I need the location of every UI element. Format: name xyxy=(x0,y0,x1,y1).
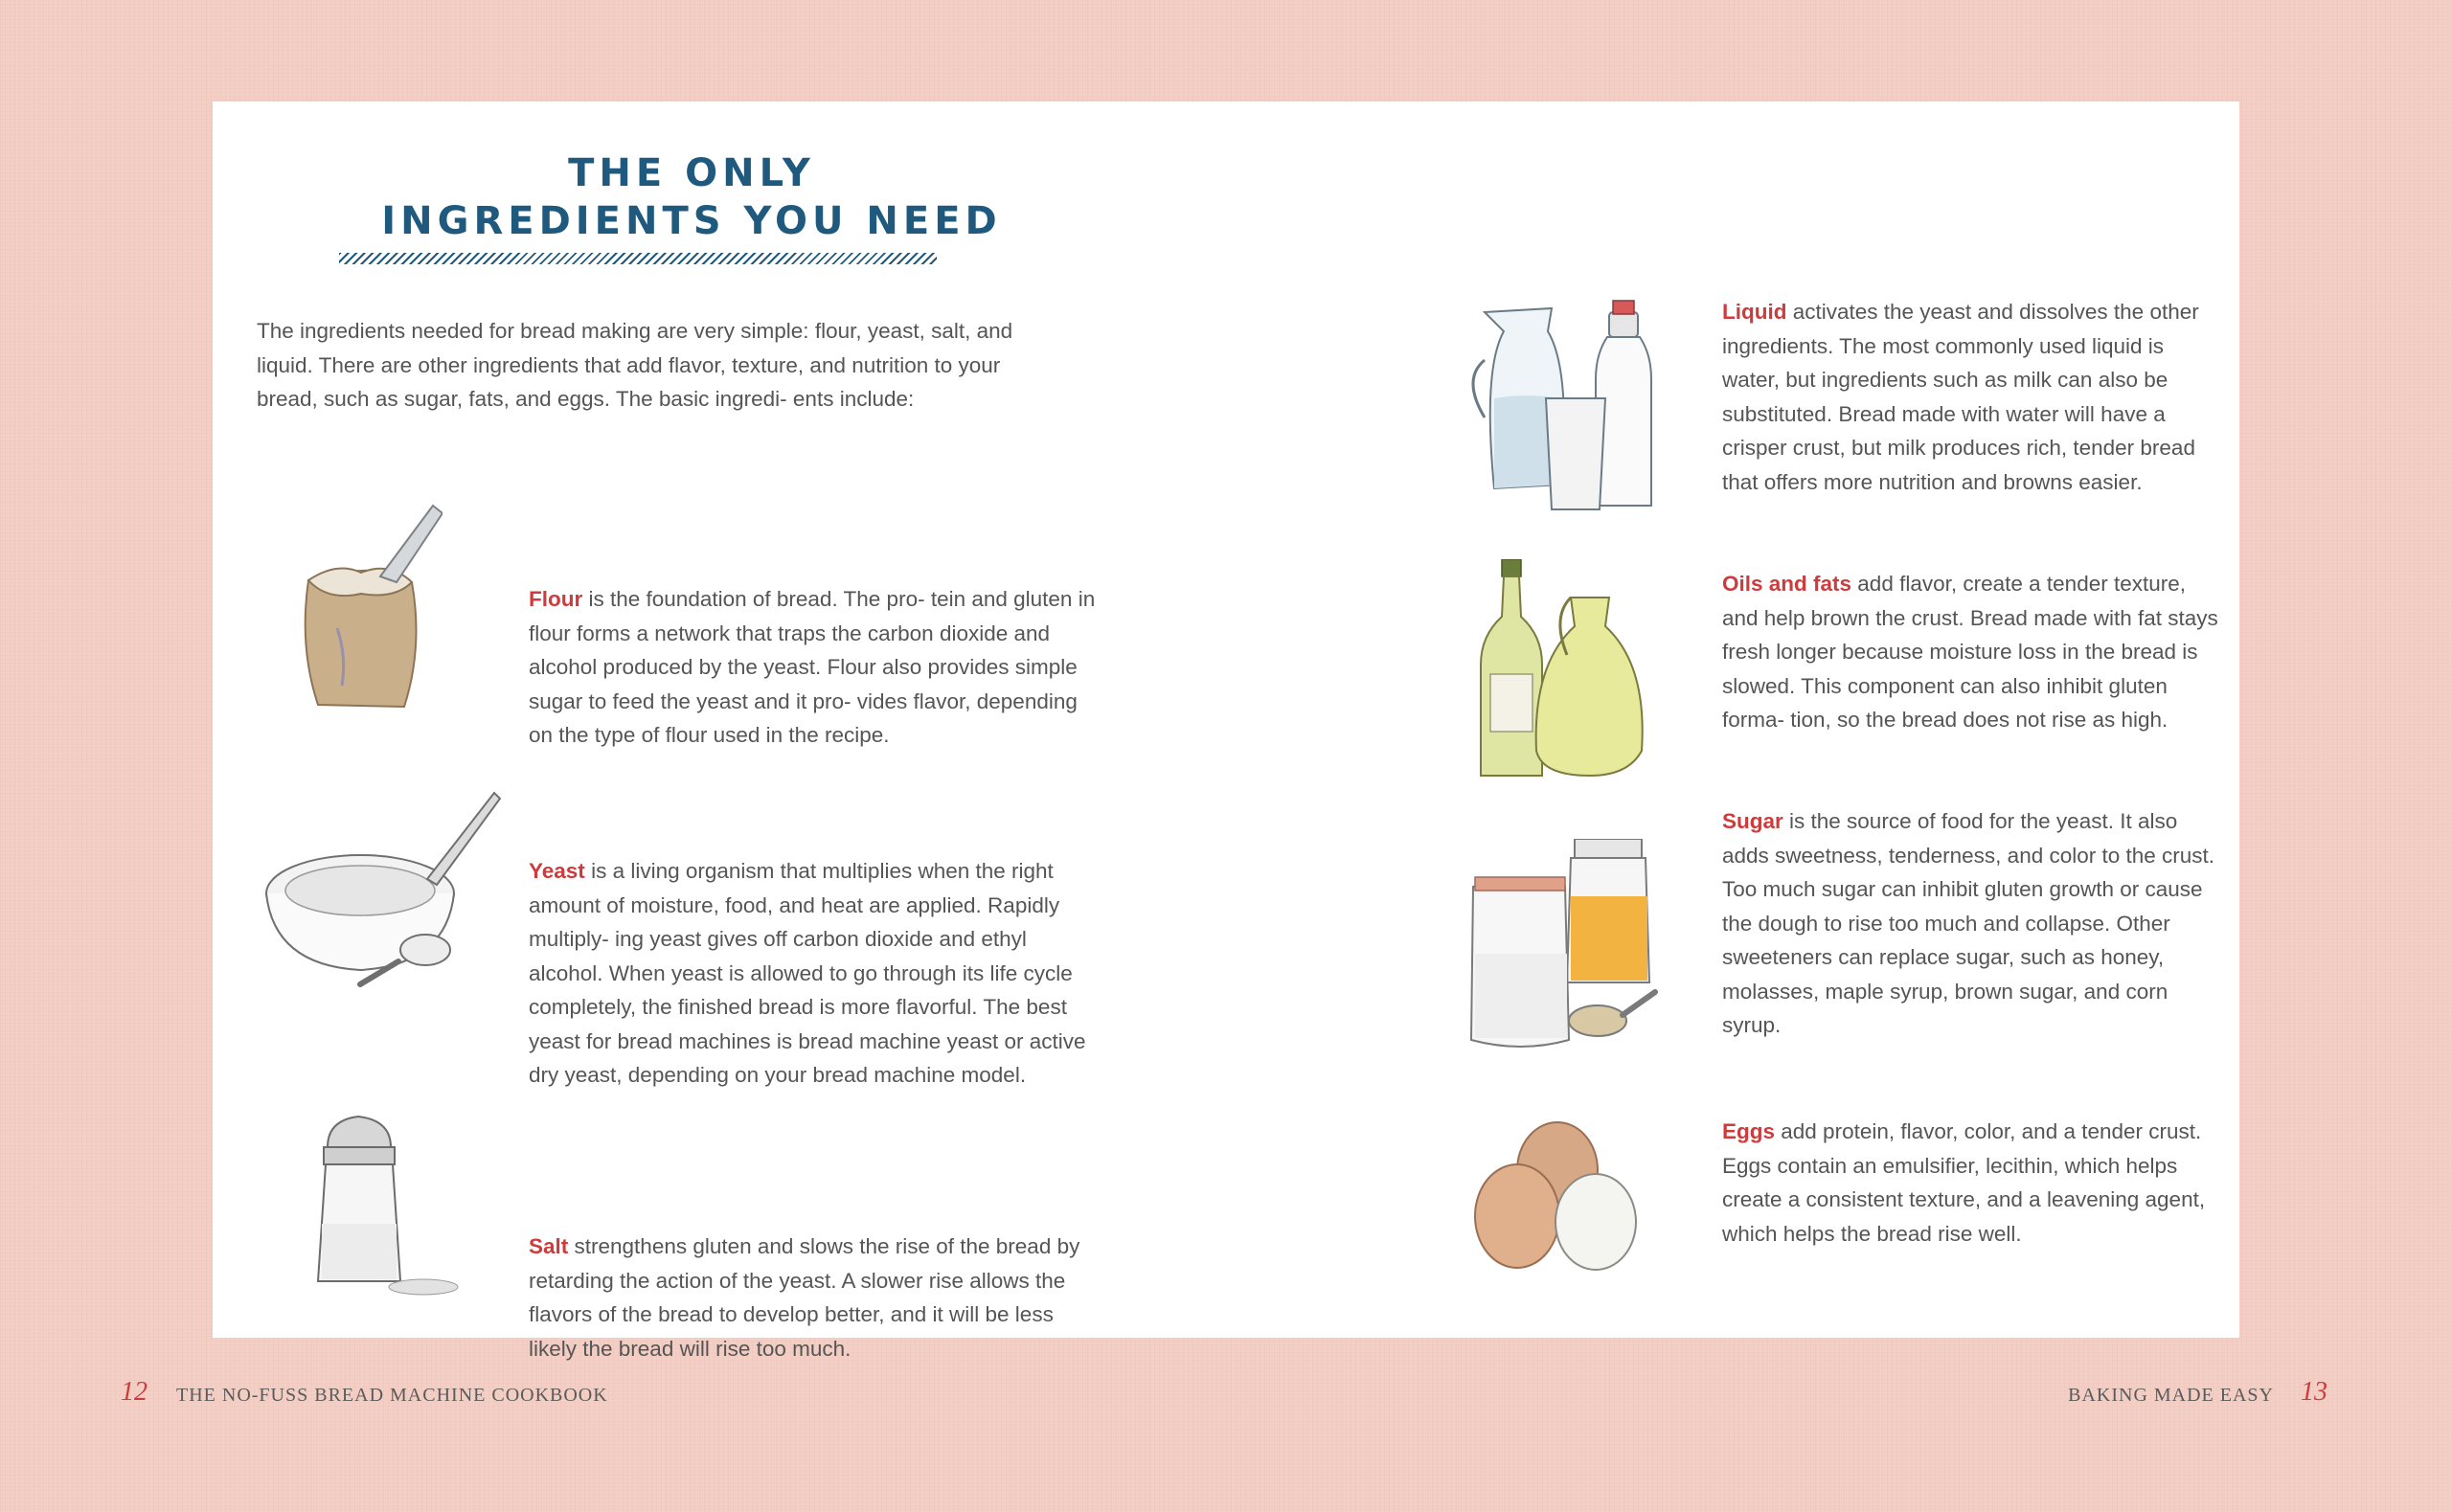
oil-bottles-illustration xyxy=(1475,559,1667,779)
left-page-number: 12 xyxy=(121,1377,148,1407)
liquid-text: activates the yeast and dissolves the other ingredients. The most commonly used liquid is water, but ingredients such as milk can also be substituted. Bread made with water will have a crisper crust, but milk produces rich, tender bread that offers more nutrition and browns easier. xyxy=(1722,300,2199,494)
eggs-text: add protein, flavor, color, and a tender crust. Eggs contain an emulsifier, lecithin, which helps create a consistent texture, and a leavening agent, which helps the bread rise well. xyxy=(1722,1119,2206,1246)
eggs-paragraph xyxy=(1722,1115,2220,1251)
salt-term: Salt xyxy=(529,1234,569,1258)
liquid-pitcher-illustration xyxy=(1456,293,1667,513)
title-line-1: THE ONLY xyxy=(568,151,815,195)
yeast-bowl-illustration xyxy=(255,774,504,994)
flour-paragraph xyxy=(529,582,1103,753)
title-underline-rule xyxy=(339,253,937,264)
yeast-term: Yeast xyxy=(529,859,585,883)
liquid-term: Liquid xyxy=(1722,300,1787,324)
sugar-paragraph xyxy=(1722,804,2220,1043)
book-spread xyxy=(213,102,2239,1361)
right-page-number: 13 xyxy=(2301,1377,2327,1407)
oils-text: add flavor, create a tender texture, and help brown the crust. Bread made with fat stays fresh longer because moisture loss in the bread is slowed. This component can also inhibit gluten forma- tion, so the bread does not rise as high. xyxy=(1722,572,2218,732)
right-running-title: BAKING MADE EASY xyxy=(2068,1385,2274,1406)
flour-sack-illustration xyxy=(289,494,443,714)
salt-paragraph xyxy=(529,1230,1103,1365)
left-running-title: THE NO-FUSS BREAD MACHINE COOKBOOK xyxy=(176,1385,608,1406)
salt-shaker-illustration xyxy=(308,1109,462,1300)
sugar-text: is the source of food for the yeast. It also adds sweetness, tenderness, and color to the crust. Too much sugar can inhibit gluten growth or cause the dough to rise too much and collapse. Other sweeteners can replace sugar, such as honey, molasses, maple syrup, brown sugar, and corn syrup. xyxy=(1722,809,2215,1037)
eggs-term: Eggs xyxy=(1722,1119,1776,1143)
sugar-jars-illustration xyxy=(1454,839,1665,1059)
oils-term: Oils and fats xyxy=(1722,572,1852,596)
title-line-2: INGREDIENTS YOU NEED xyxy=(381,199,1002,243)
salt-text: strengthens gluten and slows the rise of the bread by retarding the action of the yeast. A slower rise allows the flavors of the bread to develop better, and it will be less likely the bread will rise too much. xyxy=(529,1234,1080,1361)
page-title xyxy=(213,149,1170,245)
sugar-term: Sugar xyxy=(1722,809,1783,833)
flour-term: Flour xyxy=(529,587,583,611)
eggs-illustration xyxy=(1465,1117,1657,1279)
liquid-paragraph xyxy=(1722,295,2220,499)
intro-paragraph: The ingredients needed for bread making are very simple: flour, yeast, salt, and liquid. There are other ingredients that add flavor, texture, and nutrition to your bread, such as sugar, fats, and eggs. The basic ingredi- ents include: xyxy=(257,319,1013,411)
yeast-text: is a living organism that multiplies when the right amount of moisture, food, and heat are applied. Rapidly multiply- ing yeast gives off carbon dioxide and ethyl alcohol. When yeast is allowed to go through its life cycle completely, the finished bread is more flavorful. The best yeast for bread machines is bread machine yeast or active dry yeast, depending on your bread machine model. xyxy=(529,859,1086,1087)
flour-text: is the foundation of bread. The pro- tein and gluten in flour forms a network that traps the carbon dioxide and alcohol produced by the yeast. Flour also provides simple sugar to feed the yeast and it pro- vides flavor, depending on the type of flour used in the recipe. xyxy=(529,587,1096,747)
yeast-paragraph xyxy=(529,854,1103,1093)
oils-paragraph xyxy=(1722,567,2220,737)
